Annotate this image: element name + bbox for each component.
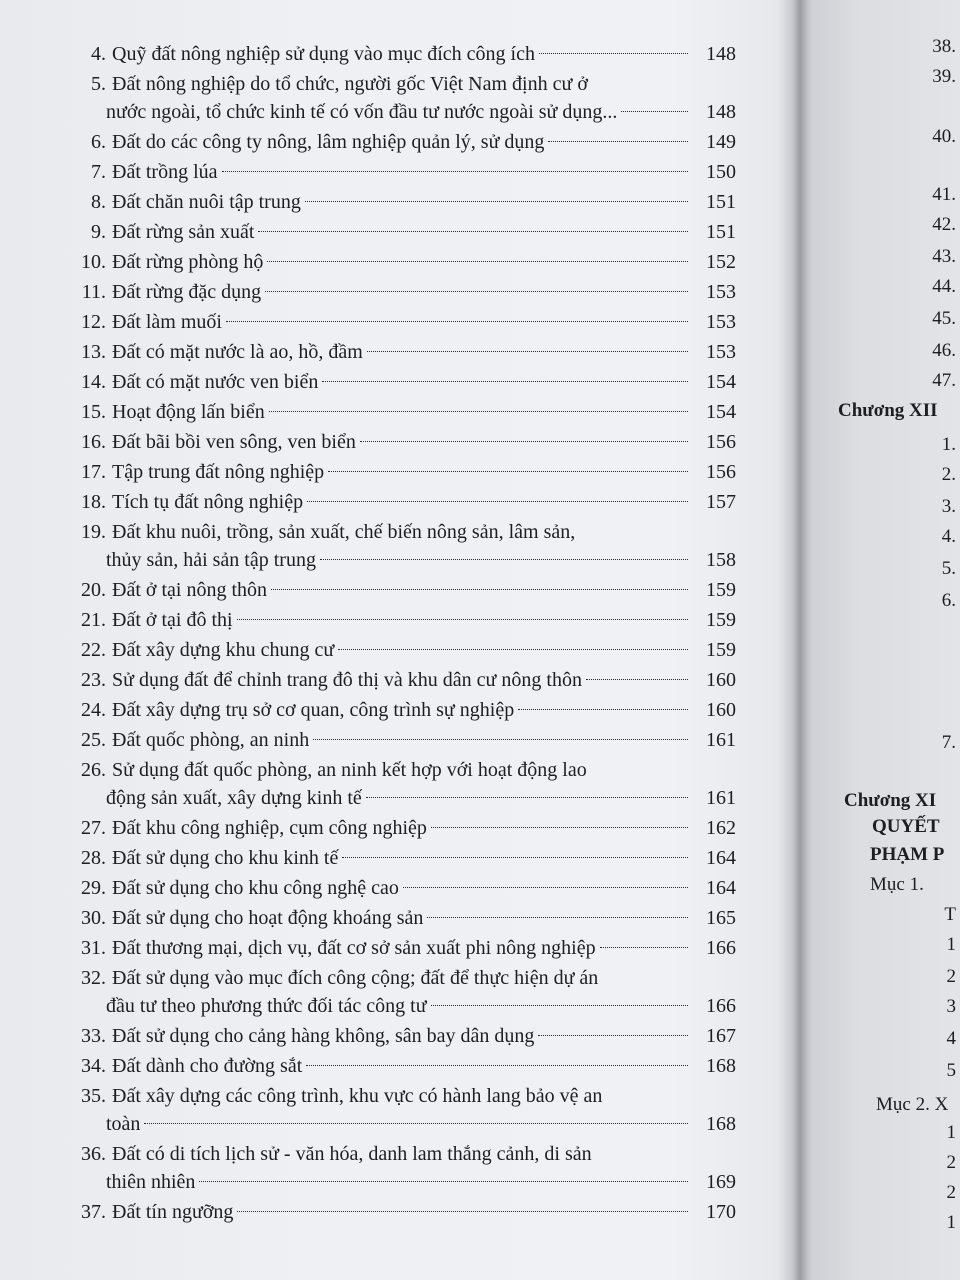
toc-entry — [76, 696, 736, 724]
toc-entry-title: Đất làm muối — [112, 311, 222, 333]
dot-leader — [338, 648, 688, 650]
toc-entry-number: 7. — [91, 161, 106, 183]
dot-leader — [367, 350, 688, 352]
toc-entry-page: 151 — [706, 221, 736, 243]
toc-entry — [76, 844, 736, 872]
toc-entry — [76, 636, 736, 664]
toc-entry-number: 14. — [81, 371, 106, 393]
dot-leader — [360, 440, 688, 442]
toc-entry-title: Đất thương mại, dịch vụ, đất cơ sở sản xuất phi nông nghiệp — [112, 937, 596, 959]
right-page-item-number: 2 — [946, 1182, 956, 1203]
toc-entry-title-continued: toàn — [106, 1113, 141, 1135]
right-page-item-number: 1. — [941, 434, 956, 455]
toc-entry-page: 161 — [706, 787, 736, 809]
toc-entry-number: 26. — [81, 759, 106, 781]
toc-entry-title: Đất có mặt nước ven biển — [112, 371, 319, 393]
toc-entry-number: 15. — [81, 401, 106, 423]
toc-entry-title: Đất sử dụng vào mục đích công cộng; đất để thực hiện dự án — [112, 967, 599, 989]
toc-entry — [76, 338, 736, 366]
right-page-item-number: 1 — [946, 1122, 956, 1143]
right-page — [812, 0, 960, 1280]
toc-entry-number: 13. — [81, 341, 106, 363]
right-page-item-number: 3. — [941, 496, 956, 517]
toc-entry-page: 154 — [706, 371, 736, 393]
toc-entry — [76, 248, 736, 276]
toc-entry-number: 30. — [81, 907, 106, 929]
muc2-heading: Mục 2. X — [876, 1094, 949, 1115]
right-page-item-number: T — [944, 904, 956, 925]
toc-entry-page: 150 — [706, 161, 736, 183]
dot-leader — [427, 916, 688, 918]
toc-entry-number: 19. — [81, 521, 106, 543]
dot-leader — [539, 52, 688, 54]
toc-entry — [76, 458, 736, 486]
toc-entry-title: Tập trung đất nông nghiệp — [112, 461, 325, 483]
dot-leader — [366, 796, 688, 798]
toc-entry-page: 154 — [706, 401, 736, 423]
toc-entry — [76, 756, 736, 812]
toc-entry-page: 156 — [706, 461, 736, 483]
dot-leader — [621, 110, 688, 112]
dot-leader — [307, 500, 688, 502]
toc-entry-page: 153 — [706, 311, 736, 333]
toc-entry-page: 167 — [706, 1025, 736, 1047]
toc-entry-title: Đất có mặt nước là ao, hồ, đầm — [112, 341, 363, 363]
toc-entry-number: 21. — [81, 609, 106, 631]
toc-entry-page: 166 — [706, 937, 736, 959]
toc-entry-page: 162 — [706, 817, 736, 839]
toc-entry-page: 164 — [706, 847, 736, 869]
toc-entry-title-continued: nước ngoài, tổ chức kinh tế có vốn đầu tư nước ngoài sử dụng... — [106, 101, 618, 123]
toc-entry-title: Đất nông nghiệp do tổ chức, người gốc Việt Nam định cư ở — [112, 73, 588, 95]
toc-entry-title: Đất chăn nuôi tập trung — [112, 191, 301, 213]
toc-entry-page: 159 — [706, 609, 736, 631]
toc-entry-number: 5. — [91, 73, 106, 95]
right-page-item-number: 45. — [932, 308, 956, 329]
right-page-item-number: 46. — [932, 340, 956, 361]
toc-entry-number: 34. — [81, 1055, 106, 1077]
dot-leader — [403, 886, 688, 888]
dot-leader — [320, 558, 688, 560]
toc-entry — [76, 308, 736, 336]
toc-entry-page: 152 — [706, 251, 736, 273]
toc-entry-page: 159 — [706, 639, 736, 661]
pham-heading: PHẠM P — [870, 844, 945, 865]
right-page-item-number: 6. — [941, 590, 956, 611]
toc-entry — [76, 188, 736, 216]
toc-entry-page: 160 — [706, 669, 736, 691]
toc-entry-number: 28. — [81, 847, 106, 869]
toc-entry-title: Tích tụ đất nông nghiệp — [112, 491, 304, 513]
toc-entry-title: Hoạt động lấn biển — [112, 401, 265, 423]
toc-entry-number: 11. — [81, 281, 106, 303]
right-page-item-number: 7. — [941, 732, 956, 753]
toc-entry — [76, 726, 736, 754]
toc-entry — [76, 1198, 736, 1226]
dot-leader — [267, 260, 688, 262]
chapter-xii-heading: Chương XII — [838, 400, 938, 421]
toc-entry-page: 164 — [706, 877, 736, 899]
toc-entry-number: 6. — [91, 131, 106, 153]
toc-entry-page: 168 — [706, 1055, 736, 1077]
toc-entry-number: 37. — [81, 1201, 106, 1223]
toc-entry — [76, 1140, 736, 1196]
toc-entry-title: Đất bãi bồi ven sông, ven biển — [112, 431, 356, 453]
right-page-item-number: 44. — [932, 276, 956, 297]
toc-entry-title-continued: thiên nhiên — [106, 1171, 196, 1193]
toc-entry-title: Đất dành cho đường sắt — [112, 1055, 303, 1077]
toc-entry — [76, 1082, 736, 1138]
toc-entry-page: 159 — [706, 579, 736, 601]
toc-entry-page: 148 — [706, 101, 736, 123]
toc-entry-page: 166 — [706, 995, 736, 1017]
toc-entry — [76, 70, 736, 126]
toc-entry-page: 157 — [706, 491, 736, 513]
dot-leader — [305, 200, 688, 202]
right-page-item-number: 41. — [932, 184, 956, 205]
dot-leader — [322, 380, 688, 382]
right-page-item-number: 2 — [946, 966, 956, 987]
right-page-item-number: 42. — [932, 214, 956, 235]
dot-leader — [600, 946, 688, 948]
toc-entry-page: 158 — [706, 549, 736, 571]
right-page-item-number: 43. — [932, 246, 956, 267]
toc-entry-page: 165 — [706, 907, 736, 929]
right-page-item-number: 5 — [946, 1060, 956, 1081]
quyet-heading: QUYẾT — [872, 816, 940, 837]
dot-leader — [144, 1122, 688, 1124]
dot-leader — [518, 708, 688, 710]
toc-entry-number: 32. — [81, 967, 106, 989]
toc-entry-number: 23. — [81, 669, 106, 691]
toc-entry — [76, 218, 736, 246]
right-page-item-number: 1 — [946, 934, 956, 955]
toc-entry-page: 148 — [706, 43, 736, 65]
toc-entry-page: 149 — [706, 131, 736, 153]
muc1-heading: Mục 1. — [870, 874, 924, 895]
toc-entry — [76, 964, 736, 1020]
toc-entry-number: 22. — [81, 639, 106, 661]
toc-entry-number: 16. — [81, 431, 106, 453]
toc-entry-title: Đất trồng lúa — [112, 161, 218, 183]
toc-entry — [76, 666, 736, 694]
dot-leader — [226, 320, 688, 322]
toc-entry-title: Đất do các công ty nông, lâm nghiệp quản lý, sử dụng — [112, 131, 545, 153]
toc-entry-title: Đất quốc phòng, an ninh — [112, 729, 310, 751]
toc-entry-page: 153 — [706, 341, 736, 363]
toc-entry — [76, 128, 736, 156]
toc-entry-title: Đất khu công nghiệp, cụm công nghiệp — [112, 817, 427, 839]
toc-entry-title: Đất rừng phòng hộ — [112, 251, 264, 273]
toc-entry-page: 170 — [706, 1201, 736, 1223]
toc-entry-title-continued: đầu tư theo phương thức đối tác công tư — [106, 995, 427, 1017]
dot-leader — [199, 1180, 688, 1182]
toc-entry-title: Quỹ đất nông nghiệp sử dụng vào mục đích công ích — [112, 43, 535, 65]
dot-leader — [265, 290, 688, 292]
right-page-item-number: 38. — [932, 36, 956, 57]
dot-leader — [328, 470, 688, 472]
right-page-item-number: 4. — [941, 526, 956, 547]
toc-entry-title: Đất ở tại đô thị — [112, 609, 233, 631]
toc-entry-title-continued: thủy sản, hải sản tập trung — [106, 549, 316, 571]
right-page-item-number: 4 — [946, 1028, 956, 1049]
toc-entry — [76, 814, 736, 842]
dot-leader — [538, 1034, 688, 1036]
toc-entry-number: 31. — [81, 937, 106, 959]
toc-entry — [76, 278, 736, 306]
toc-entry — [76, 428, 736, 456]
dot-leader — [342, 856, 688, 858]
toc-entry-number: 8. — [91, 191, 106, 213]
right-page-item-number: 2 — [946, 1152, 956, 1173]
toc-entry-number: 24. — [81, 699, 106, 721]
toc-entry — [76, 1022, 736, 1050]
toc-entry-number: 9. — [91, 221, 106, 243]
right-page-item-number: 2. — [941, 464, 956, 485]
right-page-item-number: 5. — [941, 558, 956, 579]
toc-entry-number: 12. — [81, 311, 106, 333]
dot-leader — [431, 826, 688, 828]
dot-leader — [271, 588, 688, 590]
toc-entry-title: Sử dụng đất quốc phòng, an ninh kết hợp với hoạt động lao — [112, 759, 587, 781]
right-page-item-number: 3 — [946, 996, 956, 1017]
toc-entry-page: 168 — [706, 1113, 736, 1135]
toc-entry-number: 25. — [81, 729, 106, 751]
toc-entry-title: Đất tín ngưỡng — [112, 1201, 234, 1223]
toc-entry-title: Đất xây dựng khu chung cư — [112, 639, 335, 661]
toc-entry-number: 35. — [81, 1085, 106, 1107]
toc-entry-page: 160 — [706, 699, 736, 721]
toc-entry-number: 18. — [81, 491, 106, 513]
toc-entry — [76, 40, 736, 68]
toc-entry-title: Đất có di tích lịch sử - văn hóa, danh lam thắng cảnh, di sản — [112, 1143, 592, 1165]
dot-leader — [237, 618, 688, 620]
toc-entry — [76, 934, 736, 962]
right-page-item-number: 1 — [946, 1212, 956, 1233]
dot-leader — [313, 738, 688, 740]
toc-entry-number: 36. — [81, 1143, 106, 1165]
dot-leader — [269, 410, 688, 412]
toc-entry-page: 161 — [706, 729, 736, 751]
dot-leader — [258, 230, 688, 232]
toc-entry — [76, 398, 736, 426]
dot-leader — [431, 1004, 688, 1006]
toc-entry-number: 27. — [81, 817, 106, 839]
toc-entry-number: 29. — [81, 877, 106, 899]
toc-entry — [76, 904, 736, 932]
right-page-item-number: 39. — [932, 66, 956, 87]
dot-leader — [306, 1064, 688, 1066]
toc-entry-title: Đất xây dựng các công trình, khu vực có hành lang bảo vệ an — [112, 1085, 603, 1107]
toc-entry-title: Đất khu nuôi, trồng, sản xuất, chế biến nông sản, lâm sản, — [112, 521, 576, 543]
toc-entry-page: 156 — [706, 431, 736, 453]
chapter-x-heading: Chương XI — [844, 790, 937, 811]
toc-entry — [76, 518, 736, 574]
toc-entry-title: Đất xây dựng trụ sở cơ quan, công trình sự nghiệp — [112, 699, 515, 721]
toc-entry-title: Đất rừng sản xuất — [112, 221, 255, 243]
toc-entry-number: 17. — [81, 461, 106, 483]
toc-entry-number: 10. — [81, 251, 106, 273]
toc-entry-number: 20. — [81, 579, 106, 601]
toc-entry-title: Đất sử dụng cho khu kinh tế — [112, 847, 339, 869]
toc-entry — [76, 576, 736, 604]
toc-entry-title: Đất sử dụng cho hoạt động khoáng sản — [112, 907, 424, 929]
toc-entry-page: 151 — [706, 191, 736, 213]
toc-entry — [76, 874, 736, 902]
dot-leader — [222, 170, 688, 172]
toc-entry — [76, 368, 736, 396]
toc-entry-page: 169 — [706, 1171, 736, 1193]
toc-entry-title: Đất ở tại nông thôn — [112, 579, 267, 601]
toc-entry — [76, 158, 736, 186]
toc-entry — [76, 1052, 736, 1080]
toc-entry-title: Đất sử dụng cho cảng hàng không, sân bay dân dụng — [112, 1025, 535, 1047]
right-page-item-number: 40. — [932, 126, 956, 147]
toc-entry-title: Đất sử dụng cho khu công nghệ cao — [112, 877, 399, 899]
toc-entry-number: 33. — [81, 1025, 106, 1047]
dot-leader — [586, 678, 688, 680]
right-page-item-number: 47. — [932, 370, 956, 391]
toc-entry-page: 153 — [706, 281, 736, 303]
toc-entry-title-continued: động sản xuất, xây dựng kinh tế — [106, 787, 362, 809]
toc-entry-title: Đất rừng đặc dụng — [112, 281, 262, 303]
dot-leader — [548, 140, 688, 142]
toc-entry-number: 4. — [91, 43, 106, 65]
dot-leader — [237, 1210, 688, 1212]
toc-entry-title: Sử dụng đất để chỉnh trang đô thị và khu dân cư nông thôn — [112, 669, 582, 691]
toc-entry — [76, 606, 736, 634]
toc-entry — [76, 488, 736, 516]
